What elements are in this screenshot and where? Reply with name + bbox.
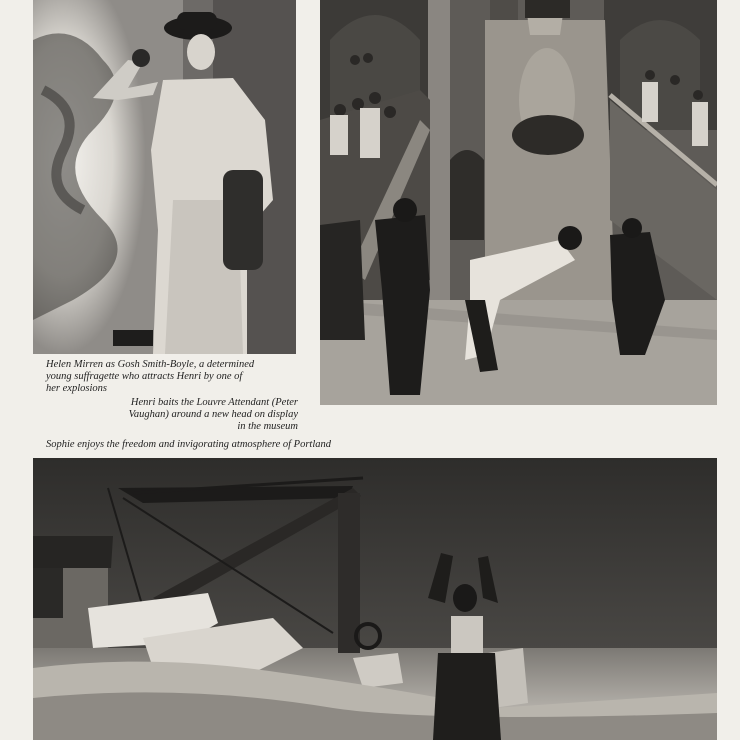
caption-mirren-line: Helen Mirren as Gosh Smith-Boyle, a determined <box>46 359 255 370</box>
caption-mirren <box>46 359 306 395</box>
caption-louvre-line: in the museum <box>237 421 298 432</box>
photo-louvre-hall <box>320 0 717 405</box>
caption-mirren-line: young suffragette who attracts Henri by one of <box>46 371 243 382</box>
photo-portland-quarry <box>33 458 717 740</box>
caption-louvre-line: Henri baits the Louvre Attendant (Peter <box>130 397 298 408</box>
caption-portland: Sophie enjoys the freedom and invigorating atmosphere of Portland <box>46 439 332 450</box>
caption-mirren-line: her explosions <box>46 383 107 394</box>
photo-suffragette <box>33 0 296 354</box>
caption-louvre-line: Vaughan) around a new head on display <box>128 409 298 420</box>
caption-louvre <box>110 397 298 433</box>
